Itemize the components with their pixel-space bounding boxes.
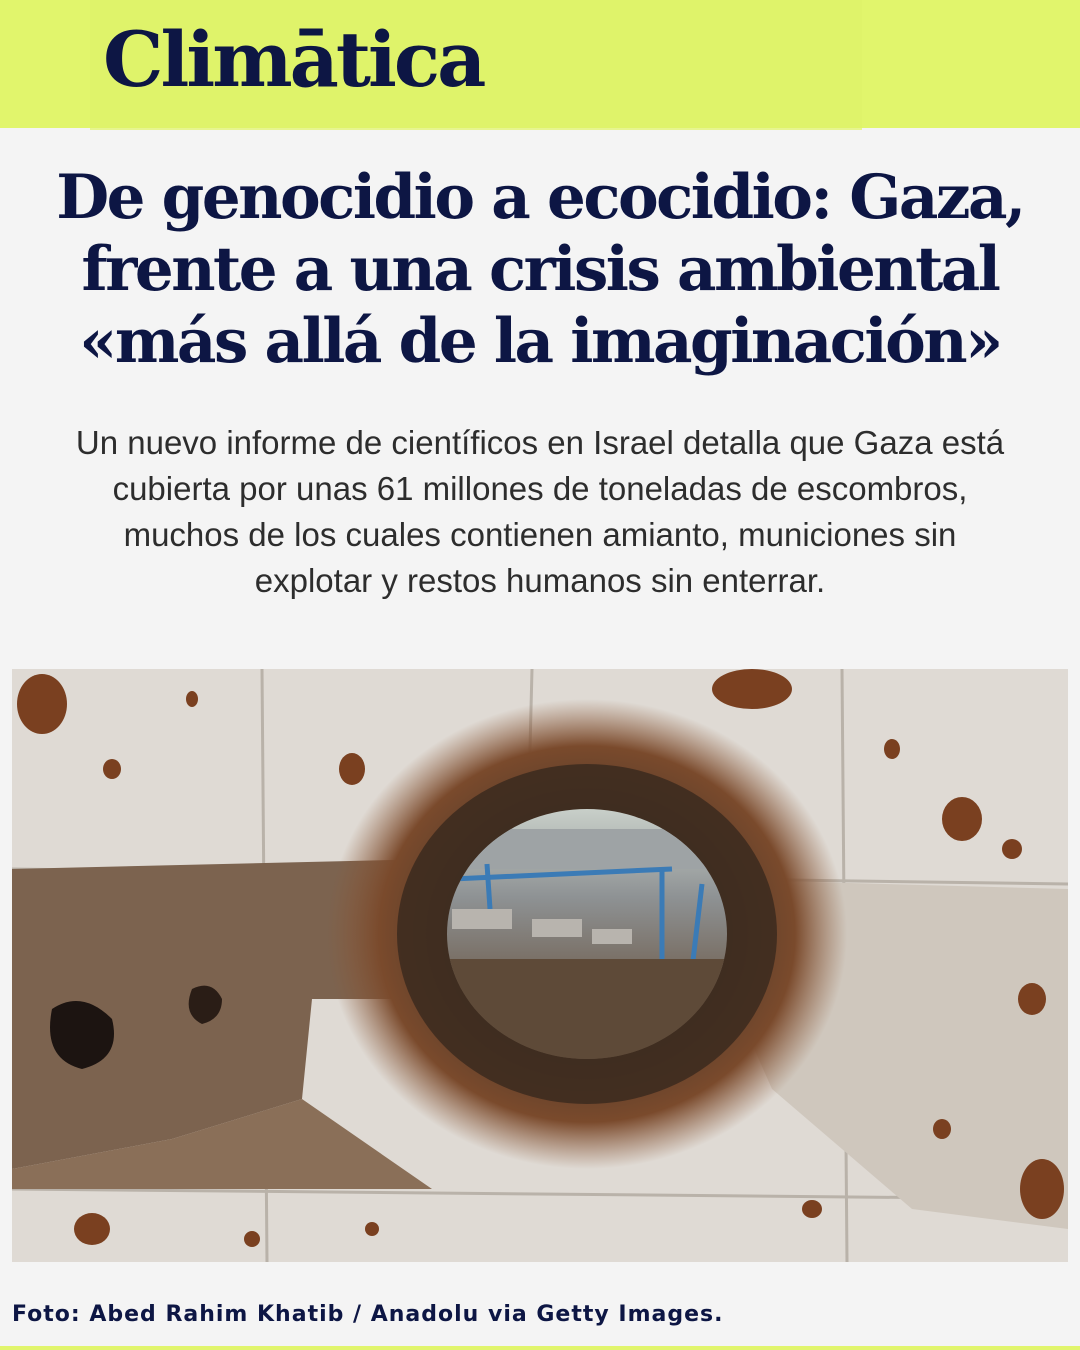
bullet-hole-wall-photo bbox=[12, 669, 1068, 1262]
headline-line: «más allá de la imaginación» bbox=[79, 306, 1001, 377]
subhead-line: Un nuevo informe de científicos en Israel detalla que Gaza está bbox=[75, 424, 1005, 461]
subhead-line: explotar y restos humanos sin enterrar. bbox=[254, 562, 826, 599]
subhead-line: cubierta por unas 61 millones de toneladas de escombros, bbox=[112, 470, 968, 507]
article-subhead bbox=[40, 420, 1040, 604]
article-photo bbox=[12, 669, 1068, 1262]
headline-line: De genocidio a ecocidio: Gaza, bbox=[56, 162, 1024, 233]
climatica-logo: Climātica bbox=[103, 15, 484, 104]
headline-line: frente a una crisis ambiental bbox=[81, 234, 999, 305]
article-headline bbox=[40, 162, 1040, 378]
bottom-accent-line bbox=[0, 1346, 1080, 1350]
photo-credit: Foto: Abed Rahim Khatib / Anadolu via Getty Images. bbox=[12, 1302, 724, 1327]
subhead-line: muchos de los cuales contienen amianto, municiones sin bbox=[123, 516, 957, 553]
